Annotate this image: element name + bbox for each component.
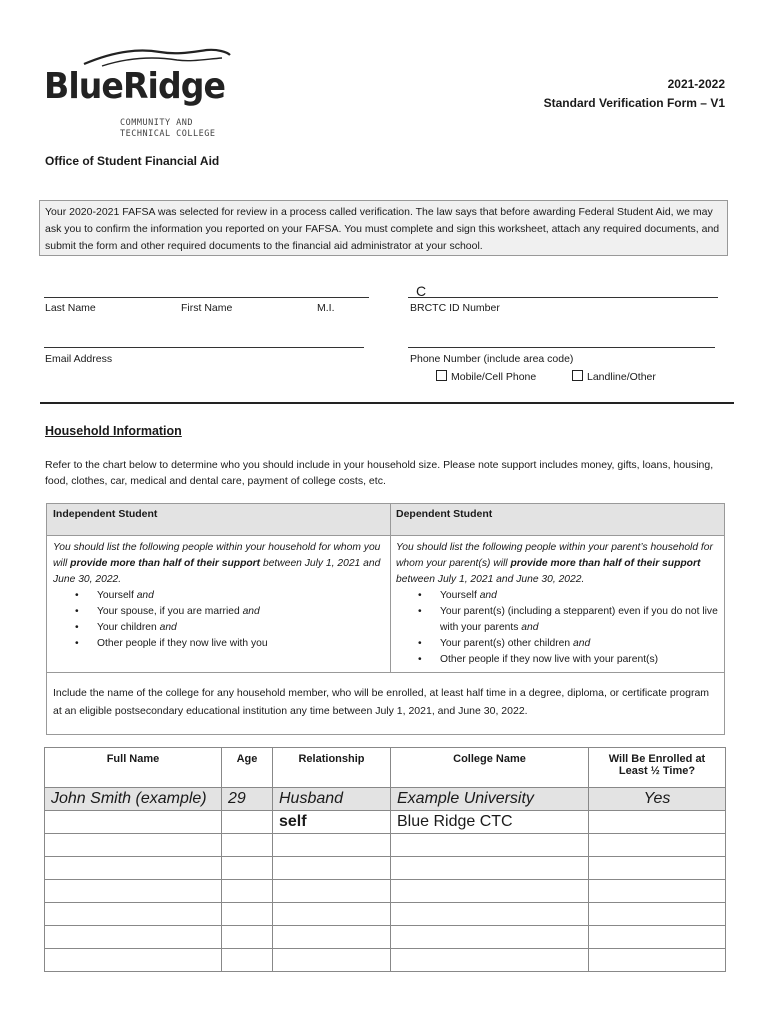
logo-subtitle: COMMUNITY AND TECHNICAL COLLEGE xyxy=(120,118,216,139)
age-cell[interactable] xyxy=(222,834,273,857)
enrolled-cell[interactable] xyxy=(589,857,726,880)
full-name-cell[interactable] xyxy=(45,811,222,834)
enrolled-cell[interactable] xyxy=(589,903,726,926)
age-cell[interactable] xyxy=(222,903,273,926)
table-row xyxy=(45,903,726,926)
independent-column xyxy=(53,540,387,652)
college-name-cell[interactable]: Example University xyxy=(391,788,589,811)
col-age: Age xyxy=(222,748,273,788)
list-item: • Your parent(s) (including a stepparent) even if you do not live with your parents and xyxy=(418,604,722,636)
list-item: • Yourself and xyxy=(75,588,387,604)
dependent-header: Dependent Student xyxy=(396,508,493,520)
col-college-name: College Name xyxy=(391,748,589,788)
age-cell[interactable] xyxy=(222,926,273,949)
table-row xyxy=(45,811,726,834)
list-item: • Your spouse, if you are married and xyxy=(75,604,387,620)
relationship-cell[interactable] xyxy=(273,926,391,949)
full-name-cell[interactable] xyxy=(45,926,222,949)
form-title: Standard Verification Form – V1 xyxy=(543,96,725,110)
full-name-cell[interactable] xyxy=(45,949,222,972)
col-full-name: Full Name xyxy=(45,748,222,788)
college-name-cell[interactable] xyxy=(391,857,589,880)
enrolled-cell[interactable] xyxy=(589,811,726,834)
phone-line[interactable] xyxy=(408,347,715,348)
academic-year: 2021-2022 xyxy=(667,77,725,91)
landline-checkbox[interactable] xyxy=(572,370,583,381)
college-name-cell[interactable] xyxy=(391,949,589,972)
household-chart xyxy=(46,503,725,735)
full-name-cell[interactable] xyxy=(45,834,222,857)
col-enrolled: Will Be Enrolled at Least ½ Time? xyxy=(589,748,726,788)
relationship-cell[interactable] xyxy=(273,903,391,926)
college-logo xyxy=(44,46,234,146)
table-row xyxy=(45,926,726,949)
list-item: • Yourself and xyxy=(418,588,722,604)
list-item: • Your parent(s) other children and xyxy=(418,636,722,652)
landline-label: Landline/Other xyxy=(587,371,656,383)
brctc-id-line[interactable] xyxy=(408,297,718,298)
table-row xyxy=(45,788,726,811)
office-name: Office of Student Financial Aid xyxy=(45,154,220,168)
mobile-option[interactable] xyxy=(436,370,536,383)
email-line[interactable] xyxy=(44,347,364,348)
college-name-cell[interactable] xyxy=(391,880,589,903)
relationship-cell[interactable] xyxy=(273,857,391,880)
section-divider xyxy=(40,402,734,404)
chart-header xyxy=(47,504,724,536)
college-name-cell[interactable] xyxy=(391,903,589,926)
mi-label: M.I. xyxy=(317,302,335,314)
mountain-logo-icon xyxy=(82,46,232,68)
name-line[interactable] xyxy=(44,297,369,298)
enrolled-cell[interactable] xyxy=(589,880,726,903)
independent-intro: You should list the following people within your household for whom you will provide more than half of their support between July 1, 2021 and June 30, 2022. xyxy=(53,542,381,585)
relationship-cell[interactable] xyxy=(273,834,391,857)
household-members-table xyxy=(44,747,726,972)
last-name-label: Last Name xyxy=(45,302,96,314)
email-label: Email Address xyxy=(45,353,113,365)
college-name-cell[interactable]: Blue Ridge CTC xyxy=(391,811,589,834)
enrolled-cell[interactable] xyxy=(589,834,726,857)
mobile-label: Mobile/Cell Phone xyxy=(451,371,537,383)
phone-label: Phone Number (include area code) xyxy=(410,353,574,365)
landline-option[interactable] xyxy=(572,370,656,383)
logo-wordmark: BlueRidge xyxy=(44,66,226,107)
age-cell[interactable] xyxy=(222,949,273,972)
first-name-label: First Name xyxy=(181,302,233,314)
independent-header: Independent Student xyxy=(53,508,158,520)
intro-notice: Your 2020-2021 FAFSA was selected for review in a process called verification. The law says that before awarding Federal Student Aid, we may ask you to confirm the information you reported on your FAFSA. You must complete and sign this worksheet, attach any required documents, and submit the form and other required documents to the financial aid administrator at your school. xyxy=(39,200,728,256)
age-cell[interactable] xyxy=(222,857,273,880)
enrolled-cell[interactable] xyxy=(589,949,726,972)
dependent-intro: You should list the following people within your parent’s household for whom your parent(s) will provide more than half of their support between July 1, 2021 and June 30, 2022. xyxy=(396,542,713,585)
age-cell[interactable] xyxy=(222,880,273,903)
full-name-cell[interactable] xyxy=(45,903,222,926)
table-row xyxy=(45,949,726,972)
enrolled-cell[interactable]: Yes xyxy=(589,788,726,811)
table-header-row xyxy=(45,748,726,788)
age-cell[interactable]: 29 xyxy=(222,788,273,811)
dependent-column xyxy=(396,540,722,668)
relationship-cell[interactable] xyxy=(273,949,391,972)
college-name-cell[interactable] xyxy=(391,926,589,949)
household-title: Household Information xyxy=(45,424,182,438)
relationship-cell[interactable]: self xyxy=(273,811,391,834)
full-name-cell[interactable] xyxy=(45,880,222,903)
id-prefix: C xyxy=(416,283,427,299)
list-item: • Your children and xyxy=(75,620,387,636)
full-name-cell[interactable] xyxy=(45,857,222,880)
brctc-id-label: BRCTC ID Number xyxy=(410,302,500,314)
full-name-cell[interactable]: John Smith (example) xyxy=(45,788,222,811)
table-row xyxy=(45,834,726,857)
table-row xyxy=(45,857,726,880)
col-relationship: Relationship xyxy=(273,748,391,788)
table-row xyxy=(45,880,726,903)
college-name-cell[interactable] xyxy=(391,834,589,857)
age-cell[interactable] xyxy=(222,811,273,834)
list-item: • Other people if they now live with your parent(s) xyxy=(418,652,722,668)
mobile-checkbox[interactable] xyxy=(436,370,447,381)
relationship-cell[interactable] xyxy=(273,880,391,903)
enrolled-cell[interactable] xyxy=(589,926,726,949)
chart-footnote: Include the name of the college for any household member, who will be enrolled, at least half time in a degree, diploma, or certificate program at an eligible postsecondary educational institution any time between July 1, 2021, and June 30, 2022. xyxy=(53,687,710,717)
household-instructions: Refer to the chart below to determine who you should include in your household size. Please note support includes money, gifts, loans, housing, food, clothes, car, medical and dental care, payment of college costs, etc. xyxy=(45,459,714,487)
list-item: • Other people if they now live with you xyxy=(75,636,387,652)
relationship-cell[interactable]: Husband xyxy=(273,788,391,811)
